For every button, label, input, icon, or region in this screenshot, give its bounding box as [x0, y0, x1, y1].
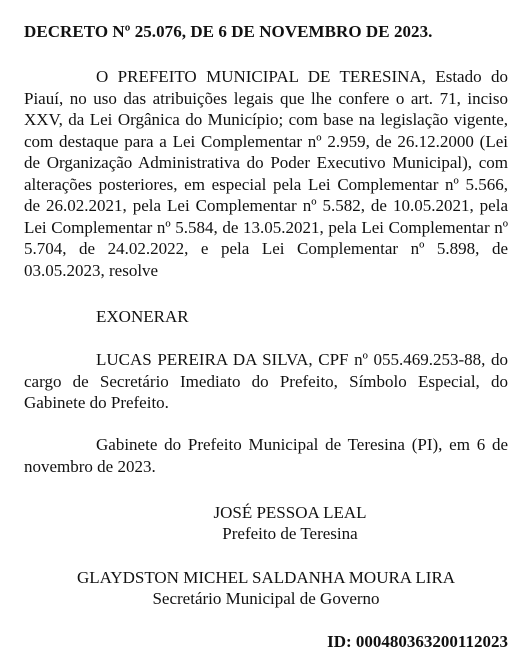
preamble-paragraph: O PREFEITO MUNICIPAL DE TERESINA, Estado do Piauí, no uso das atribuições legais que lhe confere o art. 71, inciso XXV, da Lei Orgânica do Município; com base na legislação vigente, com destaque para a Lei Complementar nº 2.959, de 26.12.2000 (Lei de Organização Administrativa do Poder Executivo Municipal), com alterações posteriores, em especial pela Lei Complementar nº 5.566, de 26.02.2021, pela Lei Complementar nº 5.582, de 10.05.2021, pela Lei Complementar nº 5.584, de 13.05.2021, pela Lei Complementar nº 5.704, de 24.02.2022, e pela Lei Complementar nº 5.898, de 03.05.2023, resolve [24, 67, 508, 280]
exoneration-paragraph: LUCAS PEREIRA DA SILVA, CPF nº 055.469.253-88, do cargo de Secretário Imediato do Prefeito, Símbolo Especial, do Gabinete do Prefeito. [24, 350, 508, 412]
decree-title: DECRETO Nº 25.076, DE 6 DE NOVEMBRO DE 2023. [24, 22, 433, 41]
mayor-signature-name: JOSÉ PESSOA LEAL [213, 503, 367, 522]
document-id: ID: 000480363200112023 [327, 632, 508, 651]
secretary-signature-name: GLAYDSTON MICHEL SALDANHA MOURA LIRA [76, 568, 456, 587]
mayor-signature-role: Prefeito de Teresina [222, 524, 358, 543]
secretary-signature-role: Secretário Municipal de Governo [152, 589, 380, 608]
place-date-paragraph: Gabinete do Prefeito Municipal de Teresina (PI), em 6 de novembro de 2023. [24, 435, 508, 476]
action-paragraph: EXONERAR [96, 307, 189, 326]
